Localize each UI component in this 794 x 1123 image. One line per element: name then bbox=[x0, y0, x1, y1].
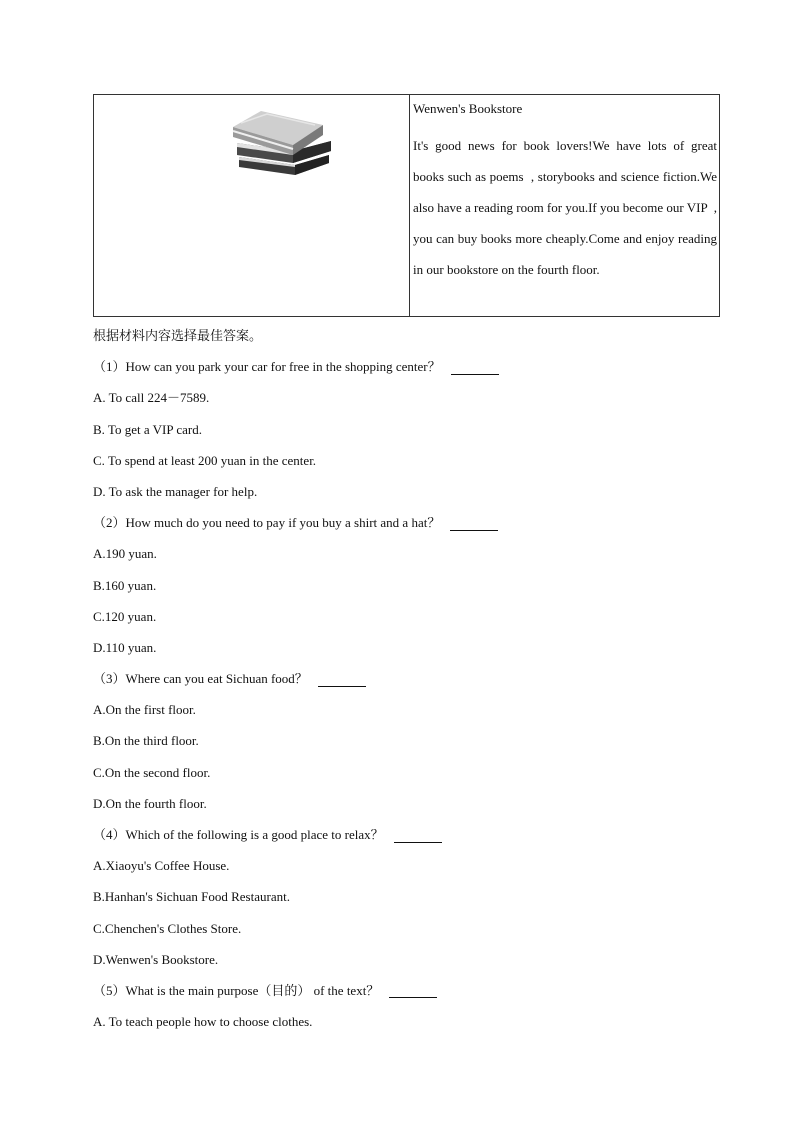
answer-blank bbox=[318, 674, 366, 687]
option: A.On the first floor. bbox=[93, 702, 196, 718]
books-stack-image bbox=[231, 105, 331, 187]
question-stem: （3）Where can you eat Sichuan food？ bbox=[93, 671, 308, 687]
option: C.On the second floor. bbox=[93, 764, 211, 780]
option: D. To ask the manager for help. bbox=[93, 483, 258, 499]
question-stem: （4）Which of the following is a good place to relax？ bbox=[93, 827, 384, 842]
ad-title: Wenwen's Bookstore bbox=[413, 101, 523, 116]
answer-blank bbox=[450, 518, 498, 531]
question-stem: （2）How much do you need to pay if you buy a shirt and a hat？ bbox=[93, 515, 441, 531]
option: D.On the fourth floor. bbox=[93, 795, 207, 811]
question-2 bbox=[93, 507, 723, 663]
answer-blank bbox=[389, 985, 437, 998]
question-1 bbox=[93, 351, 723, 507]
option: D.Wenwen's Bookstore. bbox=[93, 951, 219, 967]
questions-section bbox=[93, 320, 723, 1037]
question-3 bbox=[93, 663, 723, 819]
option: A.190 yuan. bbox=[93, 546, 157, 562]
option: C.120 yuan. bbox=[93, 608, 157, 624]
option: A.Xiaoyu's Coffee House. bbox=[93, 858, 230, 874]
question-stem: （5）What is the main purpose（目的） of the text？ bbox=[93, 982, 380, 998]
option: B.On the third floor. bbox=[93, 733, 199, 749]
option: B.160 yuan. bbox=[93, 577, 157, 593]
ad-body: It's good news for book lovers!We have lots of great books such as poems , storybooks and science fiction.We also have a reading room for you.If you become our VIP , you can buy books more cheaply.Come and enjoy reading in our bookstore on the fourth floor. bbox=[413, 138, 717, 277]
option: A. To teach people how to choose clothes. bbox=[93, 1014, 313, 1030]
option: C. To spend at least 200 yuan in the center. bbox=[93, 452, 317, 468]
ad-image-cell bbox=[94, 95, 410, 316]
question-5 bbox=[93, 975, 723, 1037]
question-4 bbox=[93, 819, 723, 975]
bookstore-ad-table bbox=[93, 94, 720, 317]
option: B.Hanhan's Sichuan Food Restaurant. bbox=[93, 889, 290, 905]
instruction: 根据材料内容选择最佳答案。 bbox=[93, 328, 263, 343]
option: C.Chenchen's Clothes Store. bbox=[93, 920, 242, 936]
option: A. To call 224－7589. bbox=[93, 390, 210, 406]
option: B. To get a VIP card. bbox=[93, 421, 202, 437]
answer-blank bbox=[394, 830, 442, 843]
answer-blank bbox=[451, 362, 499, 375]
ad-text-cell bbox=[410, 95, 719, 316]
option: D.110 yuan. bbox=[93, 639, 157, 655]
question-stem: （1）How can you park your car for free in the shopping center？ bbox=[93, 359, 441, 375]
